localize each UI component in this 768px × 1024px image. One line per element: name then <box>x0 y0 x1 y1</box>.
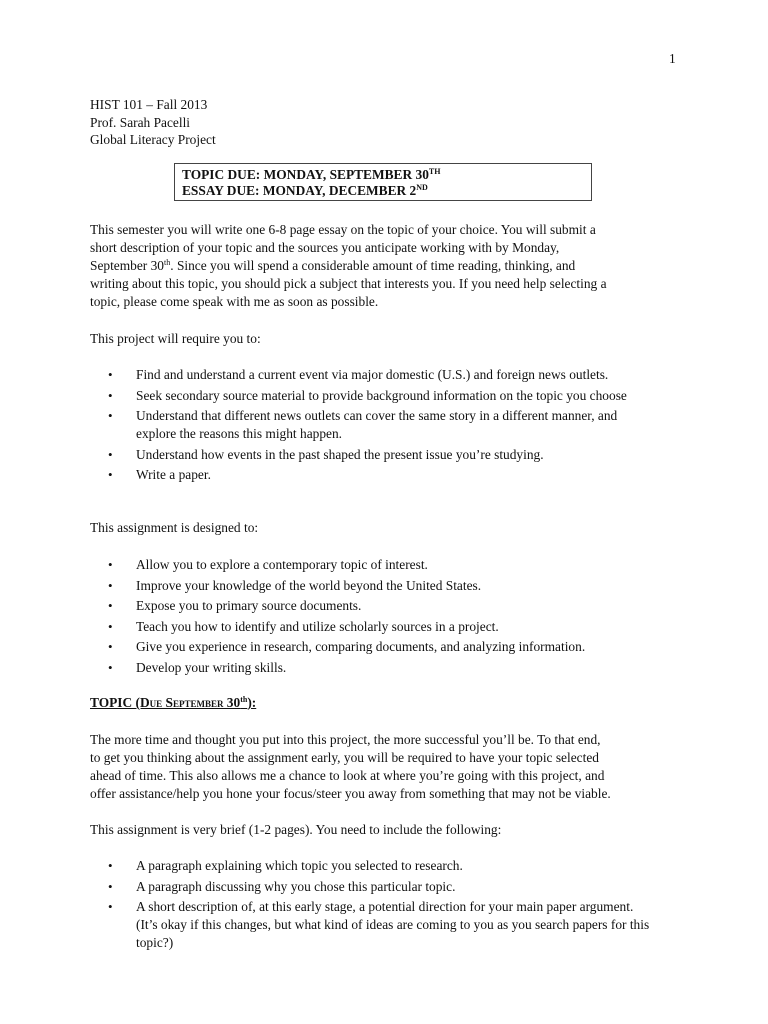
list-item: • Expose you to primary source documents. <box>108 597 688 615</box>
list-item: • Find and understand a current event via major domestic (U.S.) and foreign news outlets. <box>108 366 688 384</box>
require-intro: This project will require you to: <box>90 331 261 346</box>
list-item: • Improve your knowledge of the world beyond the United States. <box>108 577 688 595</box>
list-item: • Give you experience in research, comparing documents, and analyzing information. <box>108 638 688 656</box>
designed-intro: This assignment is designed to: <box>90 520 259 535</box>
list-item: • Allow you to explore a contemporary topic of interest. <box>108 556 688 574</box>
essay-due-sup: ND <box>416 183 428 192</box>
project-line: Global Literacy Project <box>90 132 216 147</box>
intro-sup: th <box>164 258 171 267</box>
list-item: • Understand how events in the past shaped the present issue you’re studying. <box>108 446 688 464</box>
topic-line: ahead of time. This also allows me a chance to look at where you’re going with this project, and <box>90 768 605 783</box>
document-header <box>90 96 216 149</box>
topic-paragraph <box>90 731 690 803</box>
list-item: • A short description of, at this early stage, a potential direction for your main paper argument. (It’s okay if this changes, but what kind of ideas are coming to you as you search papers for this topic?) <box>108 898 656 952</box>
list-item: • Understand that different news outlets can cover the same story in a different manner, and explore the reasons this might happen. <box>108 407 656 443</box>
course-line: HIST 101 – Fall 2013 <box>90 97 208 112</box>
list-item: • Develop your writing skills. <box>108 659 688 677</box>
topic-line: The more time and thought you put into this project, the more successful you’ll be. To that end, <box>90 732 601 747</box>
topic-section-heading: TOPIC (Due September 30th): <box>90 695 257 710</box>
list-item: • Seek secondary source material to provide background information on the topic you choose <box>108 387 636 405</box>
due-dates-box <box>174 163 592 201</box>
page-number: 1 <box>669 51 676 66</box>
topic-due-sup: TH <box>428 167 441 176</box>
intro-line: This semester you will write one 6-8 page essay on the topic of your choice. You will submit a <box>90 222 596 237</box>
essay-due-line: ESSAY DUE: MONDAY, DECEMBER 2ND <box>182 183 428 198</box>
intro-line: topic, please come speak with me as soon as possible. <box>90 294 379 309</box>
list-item: • A paragraph explaining which topic you selected to research. <box>108 857 688 875</box>
list-item: • A paragraph discussing why you chose this particular topic. <box>108 878 688 896</box>
intro-line: writing about this topic, you should pick a subject that interests you. If you need help selecting a <box>90 276 607 291</box>
designed-list <box>108 556 688 679</box>
list-item: • Teach you how to identify and utilize scholarly sources in a project. <box>108 618 688 636</box>
intro-line: short description of your topic and the sources you anticipate working with by Monday, <box>90 240 560 255</box>
topic-due-line: TOPIC DUE: MONDAY, SEPTEMBER 30TH <box>182 167 441 182</box>
topic-line: offer assistance/help you hone your focus/steer you away from something that may not be viable. <box>90 786 611 801</box>
professor-line: Prof. Sarah Pacelli <box>90 114 191 130</box>
intro-paragraph <box>90 221 690 311</box>
list-item: • Write a paper. <box>108 466 688 484</box>
require-list <box>108 366 688 487</box>
brief-intro: This assignment is very brief (1-2 pages). You need to include the following: <box>90 822 502 837</box>
intro-line: September 30th. Since you will spend a considerable amount of time reading, thinking, and <box>90 258 576 273</box>
brief-list <box>108 857 688 955</box>
topic-line: to get you thinking about the assignment early, you will be required to have your topic selected <box>90 750 599 765</box>
